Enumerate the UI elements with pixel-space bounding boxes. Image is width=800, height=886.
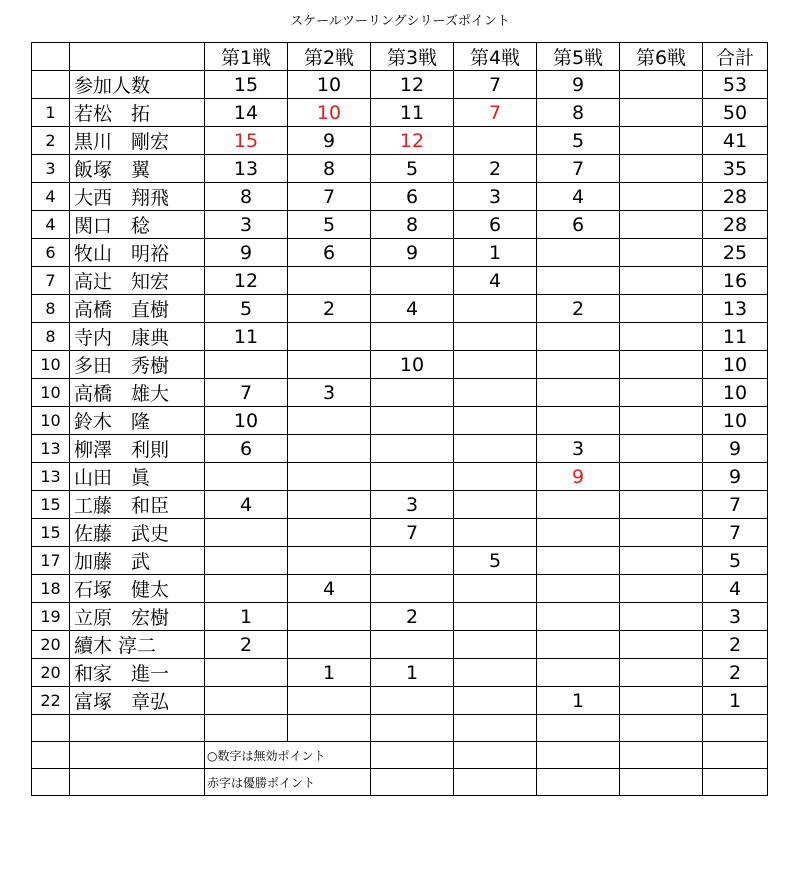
score-cell-round-3: 8 — [371, 211, 454, 239]
table-row — [32, 575, 768, 603]
rank-cell: 17 — [32, 547, 70, 575]
rank-cell: 7 — [32, 267, 70, 295]
score-cell-round-4: 7 — [454, 99, 537, 127]
score-cell-round-6 — [620, 435, 703, 463]
score-cell-round-6 — [620, 239, 703, 267]
name-cell: 山田 眞 — [70, 463, 205, 491]
score-cell-round-3 — [371, 267, 454, 295]
score-cell-round-4 — [454, 407, 537, 435]
table-row — [32, 183, 768, 211]
page-title: スケールツーリングシリーズポイント — [290, 14, 510, 29]
score-cell-round-1: 10 — [205, 407, 288, 435]
score-cell-round-2 — [288, 407, 371, 435]
score-cell-round-3: 4 — [371, 295, 454, 323]
table-row — [32, 603, 768, 631]
table-row — [32, 379, 768, 407]
score-cell-round-2: 2 — [288, 295, 371, 323]
score-cell-round-5 — [537, 575, 620, 603]
total-cell: 13 — [703, 295, 768, 323]
score-cell-round-6 — [620, 631, 703, 659]
score-cell-round-3 — [371, 323, 454, 351]
score-cell-round-6 — [620, 267, 703, 295]
empty-cell — [454, 715, 537, 742]
score-cell-round-1: 6 — [205, 435, 288, 463]
header-row — [32, 43, 768, 71]
total-cell: 7 — [703, 491, 768, 519]
points-table — [31, 42, 768, 796]
total-cell: 35 — [703, 155, 768, 183]
table-row — [32, 463, 768, 491]
empty-cell — [371, 769, 454, 796]
table-row — [32, 267, 768, 295]
table-row — [32, 155, 768, 183]
score-cell-round-6 — [620, 211, 703, 239]
total-cell: 28 — [703, 183, 768, 211]
name-cell: 鈴木 隆 — [70, 407, 205, 435]
score-cell-round-4 — [454, 687, 537, 715]
table-row — [32, 491, 768, 519]
header-round-2: 第2戦 — [288, 43, 371, 71]
table-row — [32, 631, 768, 659]
score-cell-round-4 — [454, 379, 537, 407]
score-cell-round-1: 5 — [205, 295, 288, 323]
total-cell: 50 — [703, 99, 768, 127]
score-cell-round-6 — [620, 603, 703, 631]
name-cell: 黒川 剛宏 — [70, 127, 205, 155]
score-cell-round-4 — [454, 575, 537, 603]
total-cell: 3 — [703, 603, 768, 631]
total-cell: 9 — [703, 435, 768, 463]
score-cell-round-5 — [537, 603, 620, 631]
rank-cell: 18 — [32, 575, 70, 603]
name-cell: 若松 拓 — [70, 99, 205, 127]
empty-cell — [537, 742, 620, 769]
rank-cell: 6 — [32, 239, 70, 267]
score-cell-round-2 — [288, 631, 371, 659]
empty-cell — [620, 742, 703, 769]
score-cell-round-5 — [537, 631, 620, 659]
total-cell: 7 — [703, 519, 768, 547]
score-cell-round-6 — [620, 183, 703, 211]
score-cell-round-2: 7 — [288, 183, 371, 211]
score-cell-round-2: 4 — [288, 575, 371, 603]
score-cell-round-5: 5 — [537, 127, 620, 155]
score-cell-round-5 — [537, 239, 620, 267]
score-cell-round-4 — [454, 323, 537, 351]
total-cell: 28 — [703, 211, 768, 239]
empty-cell — [537, 715, 620, 742]
score-cell-round-6 — [620, 295, 703, 323]
score-cell-round-1: 15 — [205, 127, 288, 155]
score-cell-round-6 — [620, 519, 703, 547]
score-cell-round-4 — [454, 603, 537, 631]
score-cell-round-5: 6 — [537, 211, 620, 239]
header-round-6: 第6戦 — [620, 43, 703, 71]
score-cell-round-2 — [288, 351, 371, 379]
name-cell: 高橋 直樹 — [70, 295, 205, 323]
empty-cell — [703, 769, 768, 796]
score-cell-round-3: 7 — [371, 519, 454, 547]
score-cell-round-5 — [537, 351, 620, 379]
score-cell-round-1 — [205, 575, 288, 603]
total-cell: 16 — [703, 267, 768, 295]
table-row — [32, 295, 768, 323]
score-cell-round-1: 7 — [205, 379, 288, 407]
name-cell: 加藤 武 — [70, 547, 205, 575]
total-cell: 2 — [703, 631, 768, 659]
score-cell-round-1: 3 — [205, 211, 288, 239]
score-cell-round-4 — [454, 463, 537, 491]
name-cell: 飯塚 翼 — [70, 155, 205, 183]
empty-cell — [620, 769, 703, 796]
total-cell: 4 — [703, 575, 768, 603]
score-cell-round-4: 4 — [454, 267, 537, 295]
table-row — [32, 435, 768, 463]
score-cell-round-2: 10 — [288, 99, 371, 127]
empty-cell — [32, 769, 70, 796]
table-row — [32, 323, 768, 351]
score-cell-round-3: 1 — [371, 659, 454, 687]
score-cell-round-4 — [454, 127, 537, 155]
name-cell: 多田 秀樹 — [70, 351, 205, 379]
score-cell-round-2 — [288, 603, 371, 631]
score-cell-round-4 — [454, 491, 537, 519]
header-round-3: 第3戦 — [371, 43, 454, 71]
score-cell-round-4: 3 — [454, 183, 537, 211]
name-cell: 立原 宏樹 — [70, 603, 205, 631]
rank-cell: 13 — [32, 463, 70, 491]
total-cell: 10 — [703, 407, 768, 435]
score-cell-round-1: 8 — [205, 183, 288, 211]
empty-cell — [371, 742, 454, 769]
score-cell-round-3: 9 — [371, 239, 454, 267]
score-cell-round-5 — [537, 491, 620, 519]
score-cell-round-5 — [537, 547, 620, 575]
blank-row — [32, 715, 768, 742]
score-cell-round-2: 9 — [288, 127, 371, 155]
total-cell: 25 — [703, 239, 768, 267]
header-cell — [70, 43, 205, 71]
table-row — [32, 407, 768, 435]
rank-cell: 10 — [32, 379, 70, 407]
score-cell-round-4 — [454, 351, 537, 379]
rank-cell: 15 — [32, 491, 70, 519]
name-cell: 富塚 章弘 — [70, 687, 205, 715]
score-cell-round-3: 6 — [371, 183, 454, 211]
table-row — [32, 351, 768, 379]
rank-cell: 10 — [32, 351, 70, 379]
score-cell-round-2 — [288, 519, 371, 547]
score-cell-round-3: 3 — [371, 491, 454, 519]
score-cell-round-6 — [620, 575, 703, 603]
total-cell: 10 — [703, 351, 768, 379]
note-text: ○数字は無効ポイント — [205, 742, 371, 769]
name-cell: 佐藤 武史 — [70, 519, 205, 547]
score-cell-round-5: 2 — [537, 295, 620, 323]
score-cell-round-2: 1 — [288, 659, 371, 687]
score-cell-round-1: 4 — [205, 491, 288, 519]
rank-cell: 2 — [32, 127, 70, 155]
score-cell-round-2: 5 — [288, 211, 371, 239]
name-cell: 和家 進一 — [70, 659, 205, 687]
empty-cell — [454, 742, 537, 769]
table-row — [32, 239, 768, 267]
score-cell-round-4: 6 — [454, 211, 537, 239]
participants-label: 参加人数 — [70, 71, 205, 99]
score-cell-round-6 — [620, 155, 703, 183]
empty-cell — [537, 769, 620, 796]
name-cell: 高橋 雄大 — [70, 379, 205, 407]
score-cell-round-5: 1 — [537, 687, 620, 715]
total-cell: 1 — [703, 687, 768, 715]
rank-cell: 1 — [32, 99, 70, 127]
score-cell-round-2: 8 — [288, 155, 371, 183]
score-cell-round-3: 10 — [371, 351, 454, 379]
score-cell-round-4: 2 — [454, 155, 537, 183]
total-cell: 5 — [703, 547, 768, 575]
name-cell: 関口 稔 — [70, 211, 205, 239]
score-cell-round-3: 5 — [371, 155, 454, 183]
name-cell: 工藤 和臣 — [70, 491, 205, 519]
participants-count: 12 — [371, 71, 454, 99]
score-cell-round-1 — [205, 659, 288, 687]
score-cell-round-5 — [537, 519, 620, 547]
score-cell-round-4 — [454, 631, 537, 659]
table-row — [32, 659, 768, 687]
score-cell-round-4 — [454, 659, 537, 687]
score-cell-round-1 — [205, 687, 288, 715]
name-cell: 續木 淳二 — [70, 631, 205, 659]
total-cell: 11 — [703, 323, 768, 351]
empty-cell — [371, 715, 454, 742]
rank-cell: 15 — [32, 519, 70, 547]
empty-cell — [70, 742, 205, 769]
score-cell-round-5 — [537, 659, 620, 687]
participants-count: 9 — [537, 71, 620, 99]
score-cell-round-6 — [620, 323, 703, 351]
score-cell-round-1: 13 — [205, 155, 288, 183]
table-row — [32, 127, 768, 155]
table-row — [32, 519, 768, 547]
score-cell-round-3 — [371, 631, 454, 659]
empty-cell — [454, 769, 537, 796]
score-cell-round-2 — [288, 547, 371, 575]
score-cell-round-2 — [288, 323, 371, 351]
score-cell-round-5: 8 — [537, 99, 620, 127]
score-cell-round-6 — [620, 99, 703, 127]
score-cell-round-3 — [371, 407, 454, 435]
note-row — [32, 769, 768, 796]
note-row — [32, 742, 768, 769]
score-cell-round-5 — [537, 323, 620, 351]
empty-cell — [288, 715, 371, 742]
rank-cell: 20 — [32, 659, 70, 687]
score-cell-round-1 — [205, 519, 288, 547]
score-cell-round-6 — [620, 407, 703, 435]
score-cell-round-6 — [620, 463, 703, 491]
score-cell-round-6 — [620, 687, 703, 715]
empty-cell — [70, 769, 205, 796]
score-cell-round-6 — [620, 547, 703, 575]
score-cell-round-3 — [371, 379, 454, 407]
score-cell-round-3: 12 — [371, 127, 454, 155]
score-cell-round-3 — [371, 547, 454, 575]
score-cell-round-6 — [620, 127, 703, 155]
empty-cell — [703, 715, 768, 742]
total-cell: 10 — [703, 379, 768, 407]
participants-count: 10 — [288, 71, 371, 99]
score-cell-round-1: 11 — [205, 323, 288, 351]
score-cell-round-5 — [537, 407, 620, 435]
score-cell-round-1 — [205, 351, 288, 379]
header-cell — [32, 43, 70, 71]
total-cell: 2 — [703, 659, 768, 687]
score-cell-round-6 — [620, 491, 703, 519]
score-cell-round-4 — [454, 519, 537, 547]
empty-cell — [32, 742, 70, 769]
score-cell-round-5 — [537, 267, 620, 295]
score-cell-round-1 — [205, 463, 288, 491]
rank-cell: 19 — [32, 603, 70, 631]
participants-rank-cell — [32, 71, 70, 99]
empty-cell — [703, 742, 768, 769]
score-cell-round-2 — [288, 267, 371, 295]
rank-cell: 20 — [32, 631, 70, 659]
score-cell-round-2: 3 — [288, 379, 371, 407]
score-cell-round-2 — [288, 463, 371, 491]
score-cell-round-1 — [205, 547, 288, 575]
score-cell-round-6 — [620, 379, 703, 407]
score-cell-round-3: 11 — [371, 99, 454, 127]
name-cell: 柳澤 利則 — [70, 435, 205, 463]
table-row — [32, 99, 768, 127]
score-cell-round-3 — [371, 463, 454, 491]
score-cell-round-6 — [620, 659, 703, 687]
name-cell: 石塚 健太 — [70, 575, 205, 603]
empty-cell — [205, 715, 288, 742]
participants-count — [620, 71, 703, 99]
header-total: 合計 — [703, 43, 768, 71]
score-cell-round-2 — [288, 491, 371, 519]
rank-cell: 4 — [32, 183, 70, 211]
score-cell-round-4 — [454, 435, 537, 463]
score-cell-round-3 — [371, 435, 454, 463]
score-cell-round-1: 12 — [205, 267, 288, 295]
participants-total: 53 — [703, 71, 768, 99]
score-cell-round-5 — [537, 379, 620, 407]
table-row — [32, 687, 768, 715]
empty-cell — [70, 715, 205, 742]
table-row — [32, 547, 768, 575]
rank-cell: 8 — [32, 295, 70, 323]
score-cell-round-4: 5 — [454, 547, 537, 575]
header-round-4: 第4戦 — [454, 43, 537, 71]
score-cell-round-2 — [288, 687, 371, 715]
rank-cell: 4 — [32, 211, 70, 239]
empty-cell — [32, 715, 70, 742]
name-cell: 高辻 知宏 — [70, 267, 205, 295]
score-cell-round-3 — [371, 687, 454, 715]
rank-cell: 13 — [32, 435, 70, 463]
participants-count: 7 — [454, 71, 537, 99]
score-cell-round-5: 4 — [537, 183, 620, 211]
rank-cell: 10 — [32, 407, 70, 435]
score-cell-round-3: 2 — [371, 603, 454, 631]
rank-cell: 22 — [32, 687, 70, 715]
score-cell-round-4: 1 — [454, 239, 537, 267]
score-cell-round-2 — [288, 435, 371, 463]
score-cell-round-3 — [371, 575, 454, 603]
header-round-1: 第1戦 — [205, 43, 288, 71]
score-cell-round-1: 1 — [205, 603, 288, 631]
score-cell-round-5: 9 — [537, 463, 620, 491]
participants-row — [32, 71, 768, 99]
score-cell-round-5: 7 — [537, 155, 620, 183]
note-text: 赤字は優勝ポイント — [205, 769, 371, 796]
total-cell: 9 — [703, 463, 768, 491]
score-cell-round-2: 6 — [288, 239, 371, 267]
rank-cell: 3 — [32, 155, 70, 183]
score-cell-round-6 — [620, 351, 703, 379]
score-cell-round-1: 9 — [205, 239, 288, 267]
header-round-5: 第5戦 — [537, 43, 620, 71]
table-row — [32, 211, 768, 239]
score-cell-round-5: 3 — [537, 435, 620, 463]
rank-cell: 8 — [32, 323, 70, 351]
name-cell: 大西 翔飛 — [70, 183, 205, 211]
name-cell: 牧山 明裕 — [70, 239, 205, 267]
score-cell-round-1: 14 — [205, 99, 288, 127]
total-cell: 41 — [703, 127, 768, 155]
score-cell-round-4 — [454, 295, 537, 323]
score-cell-round-1: 2 — [205, 631, 288, 659]
name-cell: 寺内 康典 — [70, 323, 205, 351]
participants-count: 15 — [205, 71, 288, 99]
empty-cell — [620, 715, 703, 742]
